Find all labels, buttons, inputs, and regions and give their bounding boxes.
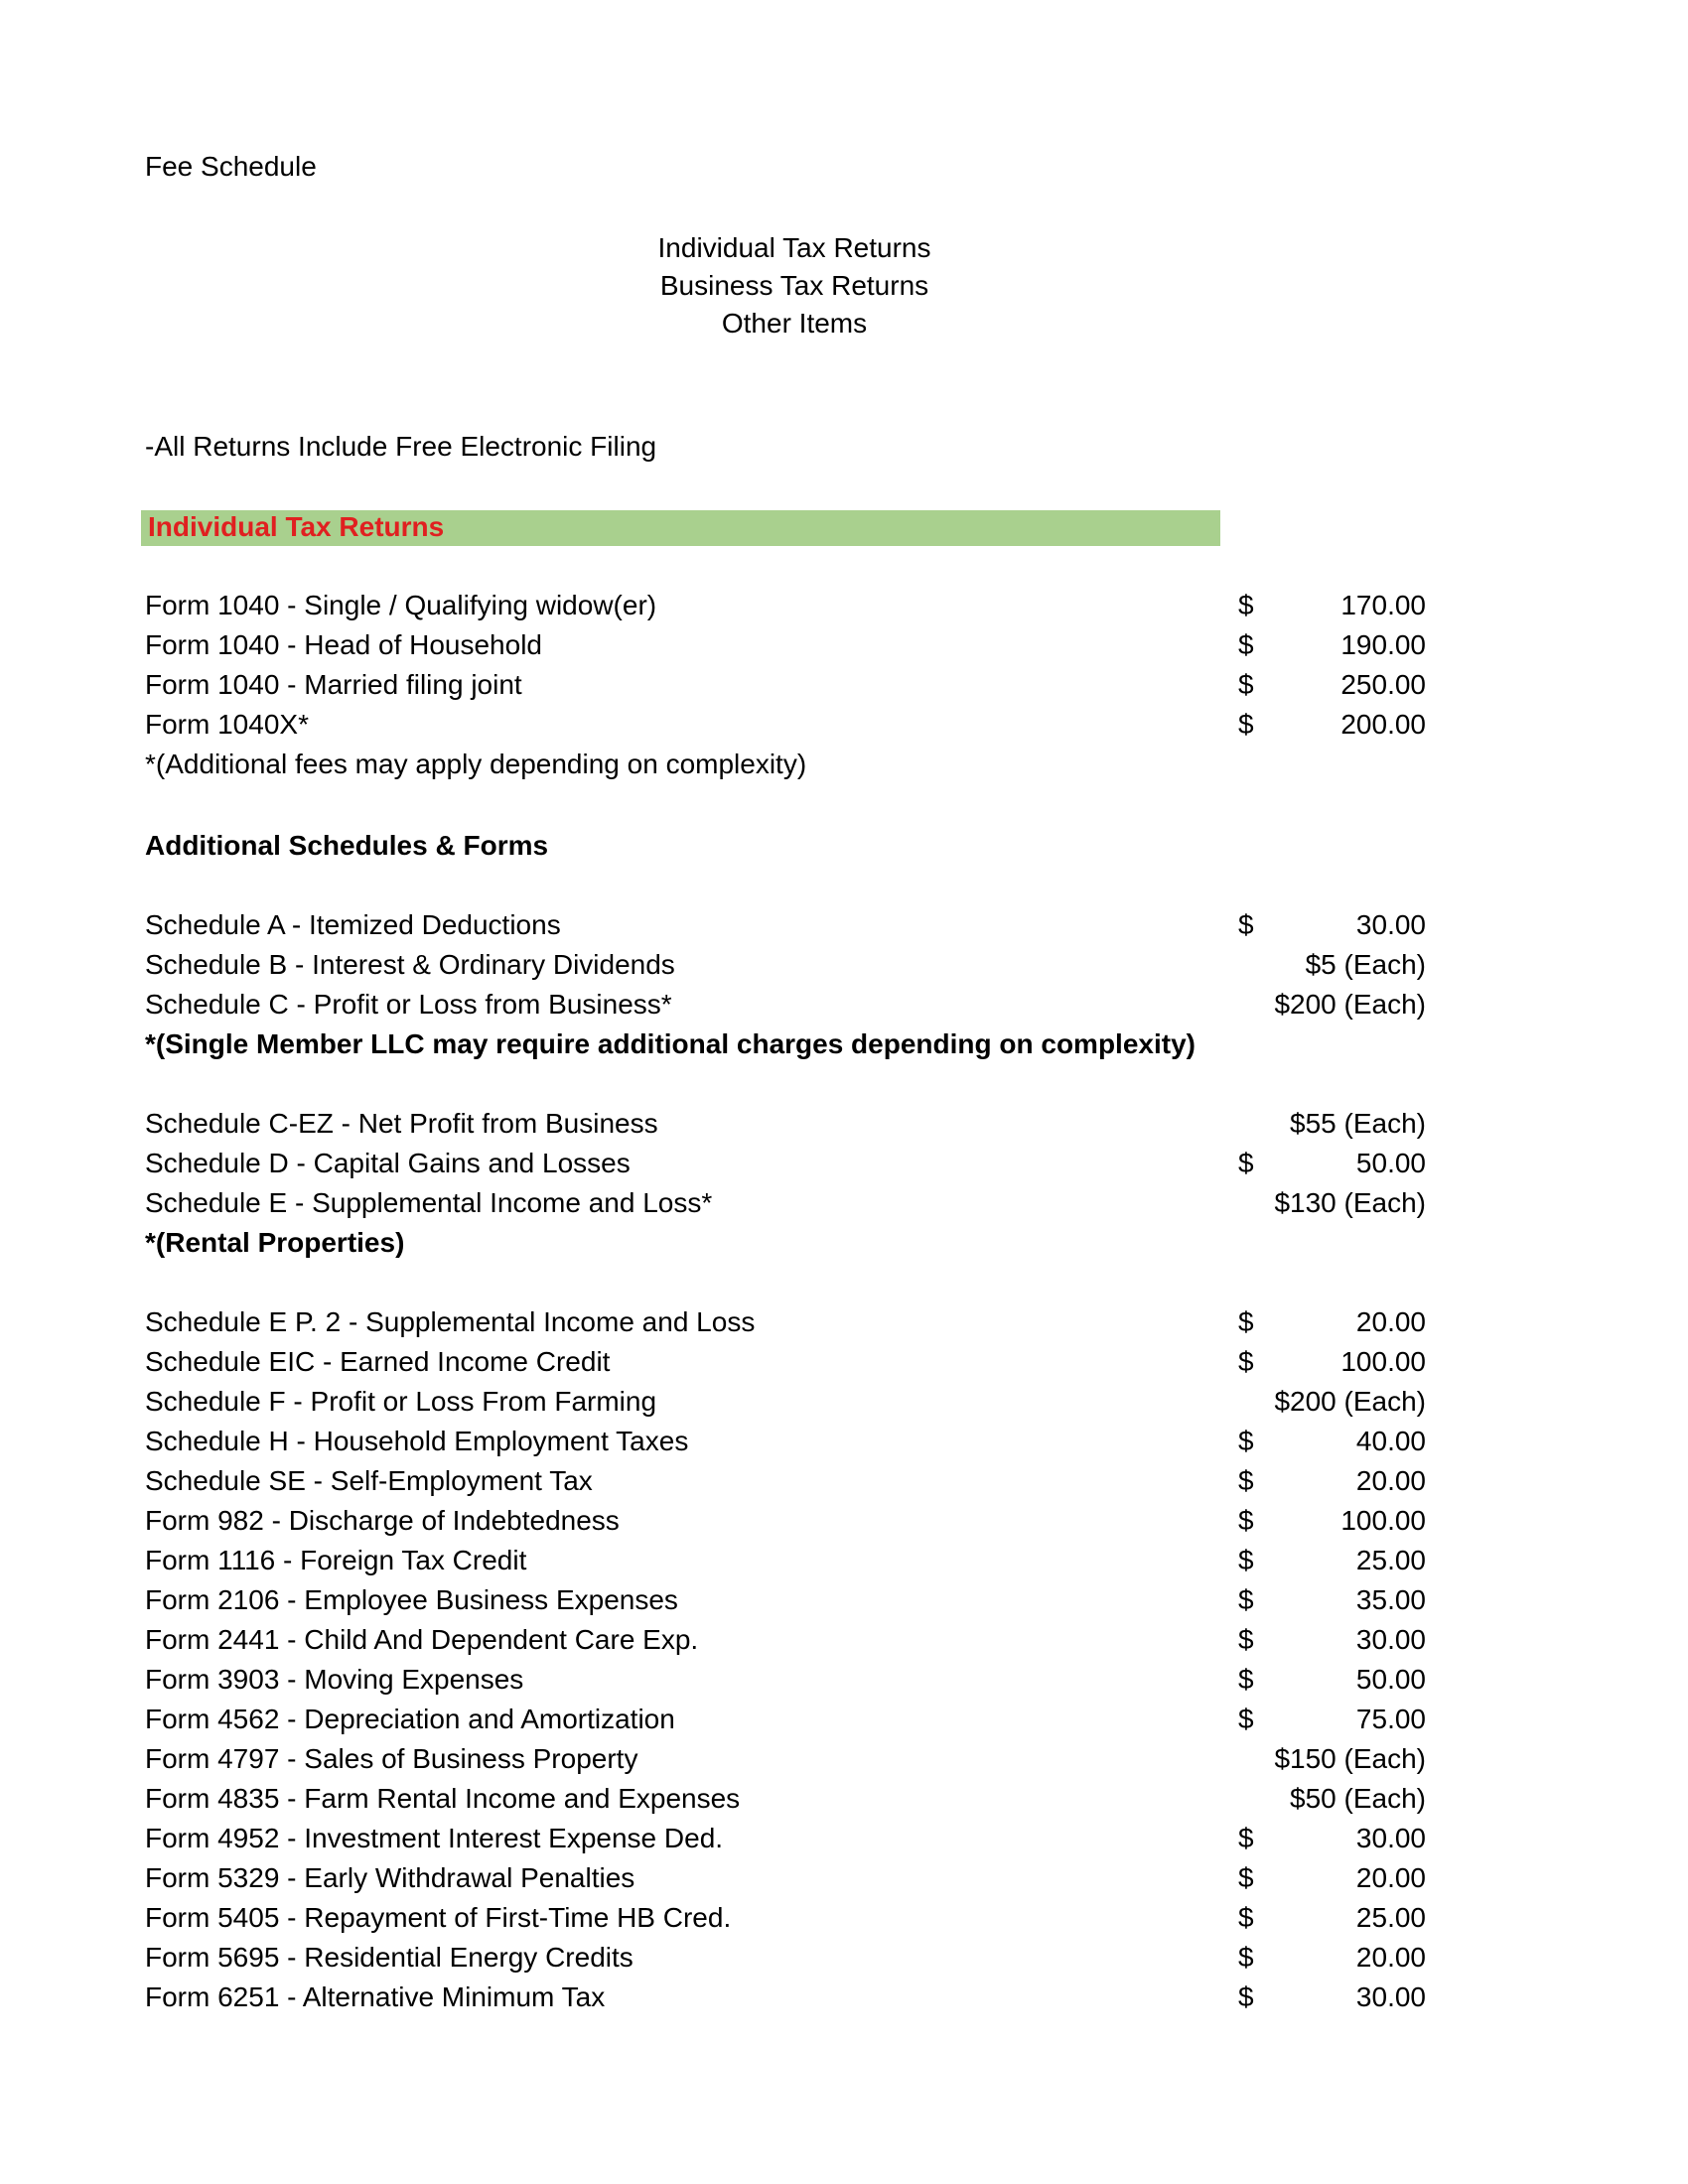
fee-row: [145, 629, 1426, 667]
fee-row-currency: $: [1238, 1862, 1254, 1893]
fee-row-label: Form 5329 - Early Withdrawal Penalties: [145, 1862, 635, 1893]
fee-row: [145, 1862, 1426, 1900]
fee-row-label: Form 3903 - Moving Expenses: [145, 1664, 524, 1695]
llc-footnote: *(Single Member LLC may require additional charges depending on complexity): [145, 1028, 1196, 1059]
fee-row-amount: $200 (Each): [1274, 1386, 1426, 1417]
fee-row: [145, 1148, 1426, 1185]
fee-row-amount: 40.00: [1355, 1426, 1426, 1456]
returns-footnote: *(Additional fees may apply depending on complexity): [145, 749, 807, 779]
fee-row-currency: $: [1238, 1942, 1254, 1973]
fee-row-currency: $: [1238, 1306, 1254, 1337]
fee-row-amount: 20.00: [1355, 1306, 1426, 1337]
fee-row-amount: 50.00: [1355, 1148, 1426, 1178]
fee-row-amount: $130 (Each): [1274, 1187, 1426, 1218]
fee-row-amount: 25.00: [1355, 1545, 1426, 1575]
fee-row-label: Form 4952 - Investment Interest Expense Ded.: [145, 1823, 724, 1853]
fee-row-currency: $: [1238, 1426, 1254, 1456]
fee-row-amount: 20.00: [1355, 1465, 1426, 1496]
fee-row: [145, 590, 1426, 627]
fee-row-label: Form 1040 - Head of Household: [145, 629, 542, 660]
fee-row-currency: $: [1238, 1664, 1254, 1695]
fee-row-amount: 100.00: [1340, 1346, 1426, 1377]
fee-row-label: Schedule SE - Self-Employment Tax: [145, 1465, 593, 1496]
fee-row: [145, 669, 1426, 707]
fee-row-label: Schedule H - Household Employment Taxes: [145, 1426, 689, 1456]
fee-row: [145, 1664, 1426, 1702]
toc-individual: Individual Tax Returns: [657, 232, 931, 263]
fee-row-amount: $55 (Each): [1290, 1108, 1426, 1139]
fee-row-currency: $: [1238, 909, 1254, 940]
fee-row-label: Schedule F - Profit or Loss From Farming: [145, 1386, 657, 1417]
fee-row: [145, 1783, 1426, 1821]
fee-row-label: Schedule B - Interest & Ordinary Dividends: [145, 949, 675, 980]
additional-heading: Additional Schedules & Forms: [145, 830, 549, 861]
fee-row-currency: $: [1238, 1545, 1254, 1575]
fee-row: [145, 1942, 1426, 1979]
fee-row-label: Schedule C - Profit or Loss from Business*: [145, 989, 672, 1020]
fee-row-currency: $: [1238, 1981, 1254, 2012]
fee-row-amount: 100.00: [1340, 1505, 1426, 1536]
fee-row: [145, 1346, 1426, 1384]
page-title: Fee Schedule: [145, 151, 317, 182]
fee-row-label: Form 4562 - Depreciation and Amortization: [145, 1704, 675, 1734]
fee-row-currency: $: [1238, 1505, 1254, 1536]
toc-business: Business Tax Returns: [659, 270, 929, 301]
fee-row: [145, 1823, 1426, 1860]
fee-row-label: Form 1040 - Married filing joint: [145, 669, 522, 700]
fee-row: [145, 1704, 1426, 1741]
fee-row-currency: $: [1238, 1465, 1254, 1496]
fee-row-label: Schedule E P. 2 - Supplemental Income and Loss: [145, 1306, 756, 1337]
fee-row: [145, 1743, 1426, 1781]
fee-row-amount: 30.00: [1355, 909, 1426, 940]
fee-row: [145, 949, 1426, 987]
fee-row-label: Form 2106 - Employee Business Expenses: [145, 1584, 678, 1615]
fee-row-currency: $: [1238, 1902, 1254, 1933]
fee-row-amount: 30.00: [1355, 1823, 1426, 1853]
fee-row: [145, 909, 1426, 947]
fee-row-currency: $: [1238, 1823, 1254, 1853]
fee-row: [145, 1624, 1426, 1662]
fee-row-label: Form 6251 - Alternative Minimum Tax: [145, 1981, 606, 2012]
fee-row-amount: 50.00: [1355, 1664, 1426, 1695]
fee-row-currency: $: [1238, 590, 1254, 620]
fee-row-label: Schedule A - Itemized Deductions: [145, 909, 561, 940]
fee-row-currency: $: [1238, 629, 1254, 660]
fee-row-amount: 30.00: [1355, 1624, 1426, 1655]
fee-row: [145, 989, 1426, 1026]
fee-row-amount: 250.00: [1340, 669, 1426, 700]
fee-row-amount: $50 (Each): [1290, 1783, 1426, 1814]
fee-row-currency: $: [1238, 669, 1254, 700]
fee-row-amount: 75.00: [1355, 1704, 1426, 1734]
toc-other: Other Items: [721, 308, 868, 339]
fee-row: [145, 709, 1426, 747]
fee-row: [145, 1426, 1426, 1463]
fee-row-label: Form 4835 - Farm Rental Income and Expenses: [145, 1783, 741, 1814]
fee-row-currency: $: [1238, 709, 1254, 740]
fee-row-amount: 30.00: [1355, 1981, 1426, 2012]
fee-row: [145, 1306, 1426, 1344]
fee-row: [145, 1386, 1426, 1424]
fee-row-label: Form 1040 - Single / Qualifying widow(er): [145, 590, 657, 620]
fee-row-label: Schedule EIC - Earned Income Credit: [145, 1346, 611, 1377]
fee-row-currency: $: [1238, 1624, 1254, 1655]
fee-row-label: Form 982 - Discharge of Indebtedness: [145, 1505, 620, 1536]
fee-row: [145, 1465, 1426, 1503]
fee-row: [145, 1187, 1426, 1225]
fee-row-currency: $: [1238, 1584, 1254, 1615]
fee-row-currency: $: [1238, 1346, 1254, 1377]
fee-row-label: Form 1040X*: [145, 709, 309, 740]
section-banner: [141, 510, 1220, 546]
fee-row-amount: 200.00: [1340, 709, 1426, 740]
fee-row-label: Form 1116 - Foreign Tax Credit: [145, 1545, 527, 1575]
fee-row-currency: $: [1238, 1148, 1254, 1178]
fee-row-label: Form 4797 - Sales of Business Property: [145, 1743, 638, 1774]
fee-row-label: Form 5695 - Residential Energy Credits: [145, 1942, 633, 1973]
fee-row-amount: 20.00: [1355, 1862, 1426, 1893]
fee-row-amount: 20.00: [1355, 1942, 1426, 1973]
fee-row-label: Form 2441 - Child And Dependent Care Exp.: [145, 1624, 699, 1655]
section-banner-label: Individual Tax Returns: [148, 511, 445, 542]
fee-row-label: Form 5405 - Repayment of First-Time HB Cred.: [145, 1902, 732, 1933]
fee-row-amount: $200 (Each): [1274, 989, 1426, 1020]
fee-row-amount: $150 (Each): [1274, 1743, 1426, 1774]
fee-row: [145, 1981, 1426, 2019]
fee-row: [145, 1584, 1426, 1622]
fee-row-amount: 170.00: [1340, 590, 1426, 620]
rental-footnote: *(Rental Properties): [145, 1227, 405, 1258]
fee-row-currency: $: [1238, 1704, 1254, 1734]
fee-row: [145, 1108, 1426, 1146]
fee-row-label: Schedule E - Supplemental Income and Loss*: [145, 1187, 713, 1218]
fee-row-amount: 35.00: [1355, 1584, 1426, 1615]
fee-row: [145, 1505, 1426, 1543]
fee-row-amount: 25.00: [1355, 1902, 1426, 1933]
fee-row-amount: $5 (Each): [1305, 949, 1426, 980]
fee-row-label: Schedule C-EZ - Net Profit from Business: [145, 1108, 658, 1139]
fee-row-amount: 190.00: [1340, 629, 1426, 660]
fee-row: [145, 1902, 1426, 1940]
fee-row-label: Schedule D - Capital Gains and Losses: [145, 1148, 631, 1178]
fee-row: [145, 1545, 1426, 1582]
efile-note: -All Returns Include Free Electronic Filing: [145, 431, 657, 462]
